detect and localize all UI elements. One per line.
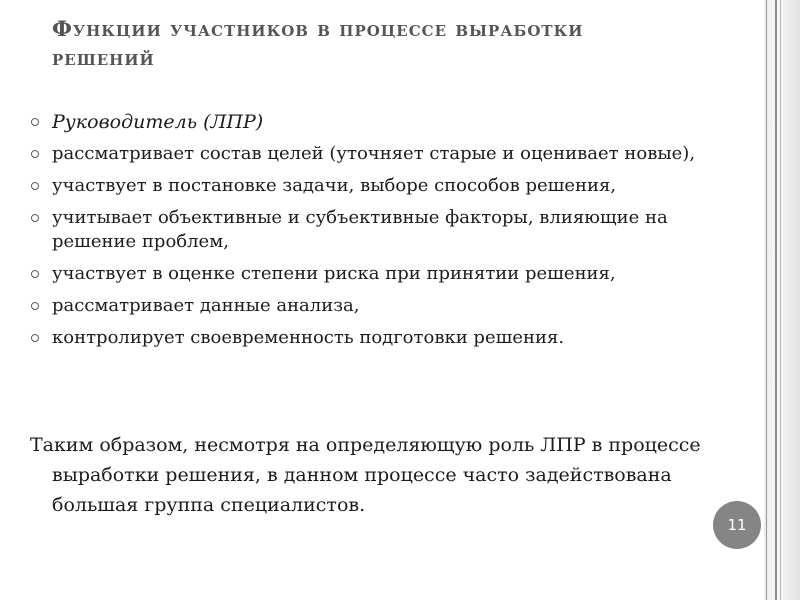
- page-number-badge: [713, 501, 761, 549]
- list-item-text: участвует в оценке степени риска при принятии решения,: [52, 263, 616, 284]
- decorative-line: [766, 0, 767, 600]
- bullet-icon: [31, 334, 39, 342]
- list-item: [30, 294, 750, 318]
- decorative-side-bar: [764, 0, 800, 600]
- list-item: [30, 326, 750, 350]
- bullet-icon: [31, 182, 39, 190]
- list-item-text: Руководитель (ЛПР): [52, 111, 264, 133]
- slide-title: Функции участников в процессе выработки решений: [52, 16, 584, 70]
- list-item: [30, 262, 750, 286]
- decorative-line: [780, 0, 781, 600]
- decorative-line: [775, 0, 777, 600]
- bullet-icon: [31, 302, 39, 310]
- list-item: [30, 206, 750, 254]
- bullet-icon: [31, 270, 39, 278]
- bullet-list: [30, 110, 750, 358]
- list-item-heading: [30, 110, 750, 134]
- bullet-icon: [31, 214, 39, 222]
- list-item-text: учитывает объективные и субъективные факторы, влияющие на решение проблем,: [52, 207, 668, 252]
- list-item-text: контролирует своевременность подготовки решения.: [52, 327, 565, 348]
- list-item-text: рассматривает данные анализа,: [52, 295, 360, 316]
- list-item: [30, 142, 750, 166]
- list-item: [30, 174, 750, 198]
- conclusion-paragraph: [30, 430, 750, 520]
- list-item-text: участвует в постановке задачи, выборе способов решения,: [52, 175, 617, 196]
- bullet-icon: [31, 150, 39, 158]
- page-number: 11: [727, 516, 747, 534]
- conclusion-text: Таким образом, несмотря на определяющую роль ЛПР в процессе выработки решения, в данном процессе часто задействована большая группа специалистов.: [30, 434, 701, 516]
- bullet-icon: [31, 118, 39, 126]
- list-item-text: рассматривает состав целей (уточняет старые и оценивает новые),: [52, 143, 696, 164]
